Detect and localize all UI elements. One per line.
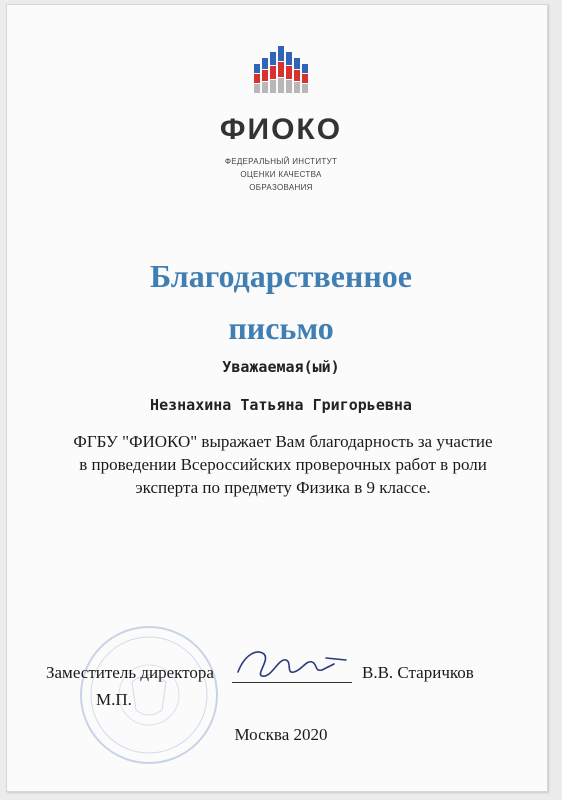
fioko-logo-icon — [254, 44, 310, 94]
logo-bar-segment — [270, 66, 276, 79]
logo-bar-segment — [286, 52, 292, 65]
letter-body — [40, 430, 526, 499]
organization-full-name — [0, 155, 562, 194]
logo-bar-segment — [270, 52, 276, 65]
organization-full-name-line: ФЕДЕРАЛЬНЫЙ ИНСТИТУТ — [224, 157, 338, 166]
organization-full-name-line: ОЦЕНКИ КАЧЕСТВА — [240, 170, 322, 179]
signatory-name: В.В. Старичков — [362, 663, 474, 682]
letter-body-line: в проведении Всероссийских проверочных работ в роли — [79, 455, 487, 474]
letter-body-line: эксперта по предмету Физика в 9 классе. — [135, 478, 431, 497]
place-and-year: Москва 2020 — [234, 725, 328, 744]
logo-bar-segment — [294, 70, 300, 81]
logo-bar-segment — [262, 70, 268, 81]
handwritten-signature-icon — [226, 638, 356, 688]
logo-bar-segment — [278, 62, 284, 77]
logo-bar-segment — [302, 64, 308, 73]
logo-bar-segment — [262, 82, 268, 93]
logo-bar-segment — [286, 66, 292, 79]
salutation: Уважаемая(ый) — [222, 358, 340, 376]
logo-bar-segment — [286, 80, 292, 93]
logo-bar-segment — [302, 84, 308, 93]
logo-bar-segment — [262, 58, 268, 69]
signatory-role: Заместитель директора — [46, 663, 214, 682]
logo-bar-segment — [278, 46, 284, 61]
organization-short-name: ФИОКО — [219, 113, 343, 146]
organization-full-name-line: ОБРАЗОВАНИЯ — [249, 183, 313, 192]
logo-bar-segment — [302, 74, 308, 83]
recipient-name: Незнахина Татьяна Григорьевна — [150, 396, 412, 414]
letter-title-line2: письмо — [228, 310, 334, 346]
logo-bar-segment — [254, 84, 260, 93]
logo-bar-segment — [278, 78, 284, 93]
logo-bar-segment — [294, 58, 300, 69]
logo-bar-segment — [270, 80, 276, 93]
letter-body-line: ФГБУ "ФИОКО" выражает Вам благодарность за участие — [73, 432, 493, 451]
logo-bar-segment — [294, 82, 300, 93]
stamp-place-label: М.П. — [96, 690, 132, 709]
letter-title-line1: Благодарственное — [150, 258, 412, 294]
logo-bar-segment — [254, 74, 260, 83]
logo-bar-segment — [254, 64, 260, 73]
